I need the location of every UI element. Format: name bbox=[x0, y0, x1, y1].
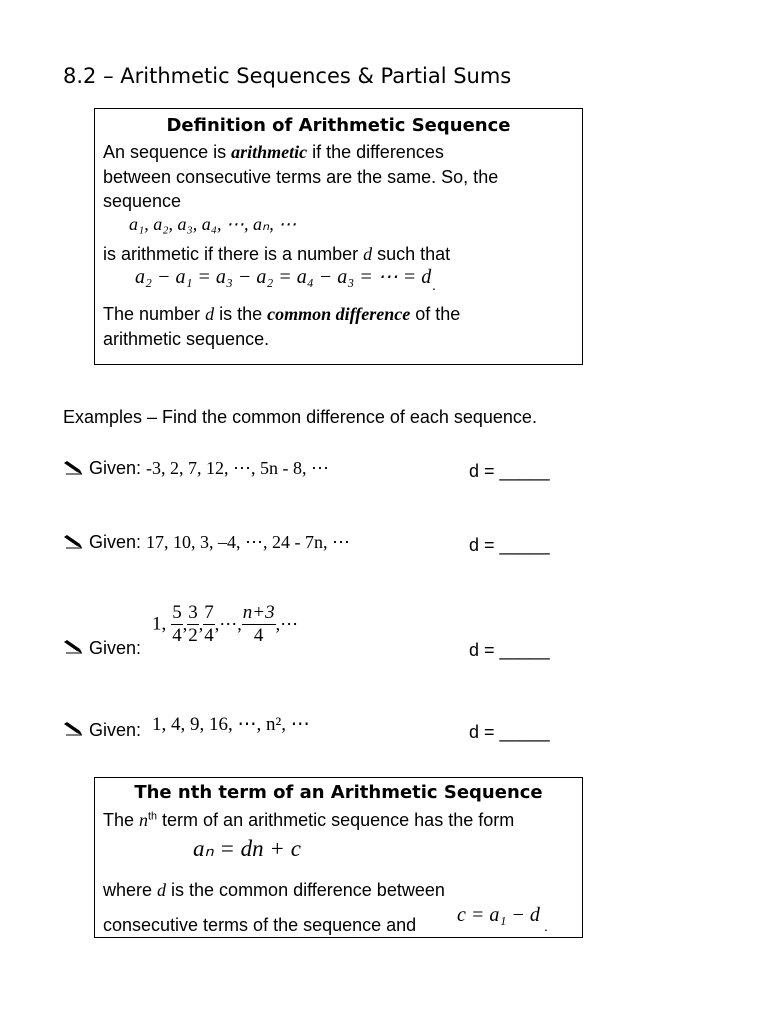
c-formula-period: . bbox=[544, 918, 548, 934]
definition-line-5: The number d is the common difference of the bbox=[103, 304, 461, 324]
fraction: $\frac{7}{4}$ bbox=[204, 602, 214, 646]
example-2 bbox=[89, 532, 350, 553]
difference-expression: a₂ − a₁ = a₃ − a₂ = a₄ − a₃ = ⋯ = d bbox=[135, 266, 432, 288]
definition-line-2: between consecutive terms are the same. So, the bbox=[103, 167, 499, 187]
definition-line-3: sequence bbox=[103, 191, 182, 211]
nth-term-line-1: The $n^{th}$ term of an arithmetic sequence has the form bbox=[103, 810, 515, 830]
example-2-sequence: 17, 10, 3, –4, ⋯, 24 - 7n, ⋯ bbox=[146, 532, 351, 552]
definition-heading: Definition of Arithmetic Sequence bbox=[166, 115, 511, 136]
nth-term-line-2: where d is the common difference between bbox=[103, 880, 445, 900]
given-label: Given: bbox=[89, 458, 142, 478]
difference-period: . bbox=[432, 277, 436, 293]
examples-intro: Examples – Find the common difference of each sequence. bbox=[63, 407, 537, 427]
nth-term-formula: aₙ = dn + c bbox=[193, 836, 301, 861]
example-1-answer: d = _____ bbox=[469, 461, 550, 481]
fraction: $\frac{3}{2}$ bbox=[188, 602, 198, 646]
pencil-icon bbox=[63, 535, 83, 549]
nth-term-box bbox=[94, 777, 583, 938]
given-label: Given: bbox=[89, 720, 142, 740]
c-formula: c = a₁ − d bbox=[457, 904, 540, 926]
example-4-sequence: 1, 4, 9, 16, ⋯, n², ⋯ bbox=[152, 714, 310, 735]
given-label: Given: bbox=[89, 532, 142, 552]
pencil-icon bbox=[63, 461, 83, 475]
definition-box bbox=[94, 108, 583, 365]
nth-term-line-3: consecutive terms of the sequence and bbox=[103, 915, 417, 935]
example-1 bbox=[89, 458, 329, 479]
fraction: $\frac{n+3}{4}$ bbox=[242, 602, 275, 646]
example-3-answer: d = _____ bbox=[469, 640, 550, 660]
example-1-sequence: -3, 2, 7, 12, ⋯, 5n - 8, ⋯ bbox=[146, 458, 330, 478]
sequence-expression: a₁, a₂, a₃, a₄, ⋯, aₙ, ⋯ bbox=[129, 214, 297, 234]
fraction: $\frac{5}{4}$ bbox=[172, 602, 182, 646]
page-title: 8.2 – Arithmetic Sequences & Partial Sums bbox=[63, 64, 512, 88]
nth-term-heading: The nth term of an Arithmetic Sequence bbox=[134, 782, 543, 803]
definition-line-4: is arithmetic if there is a number d such that bbox=[103, 244, 451, 264]
pencil-icon bbox=[63, 722, 83, 736]
example-2-answer: d = _____ bbox=[469, 535, 550, 555]
example-3-sequence: 1, $\frac{5}{4}$ , $\frac{3}{2}$ , $\frac{7}{4}$ ,⋯, $\frac{n+3}{4}$ ,⋯ bbox=[152, 602, 299, 646]
definition-line-1: An sequence is arithmetic if the differences bbox=[103, 142, 444, 162]
given-label: Given: bbox=[89, 638, 142, 658]
example-4-answer: d = _____ bbox=[469, 722, 550, 742]
pencil-icon bbox=[63, 640, 83, 654]
definition-line-6: arithmetic sequence. bbox=[103, 329, 270, 349]
